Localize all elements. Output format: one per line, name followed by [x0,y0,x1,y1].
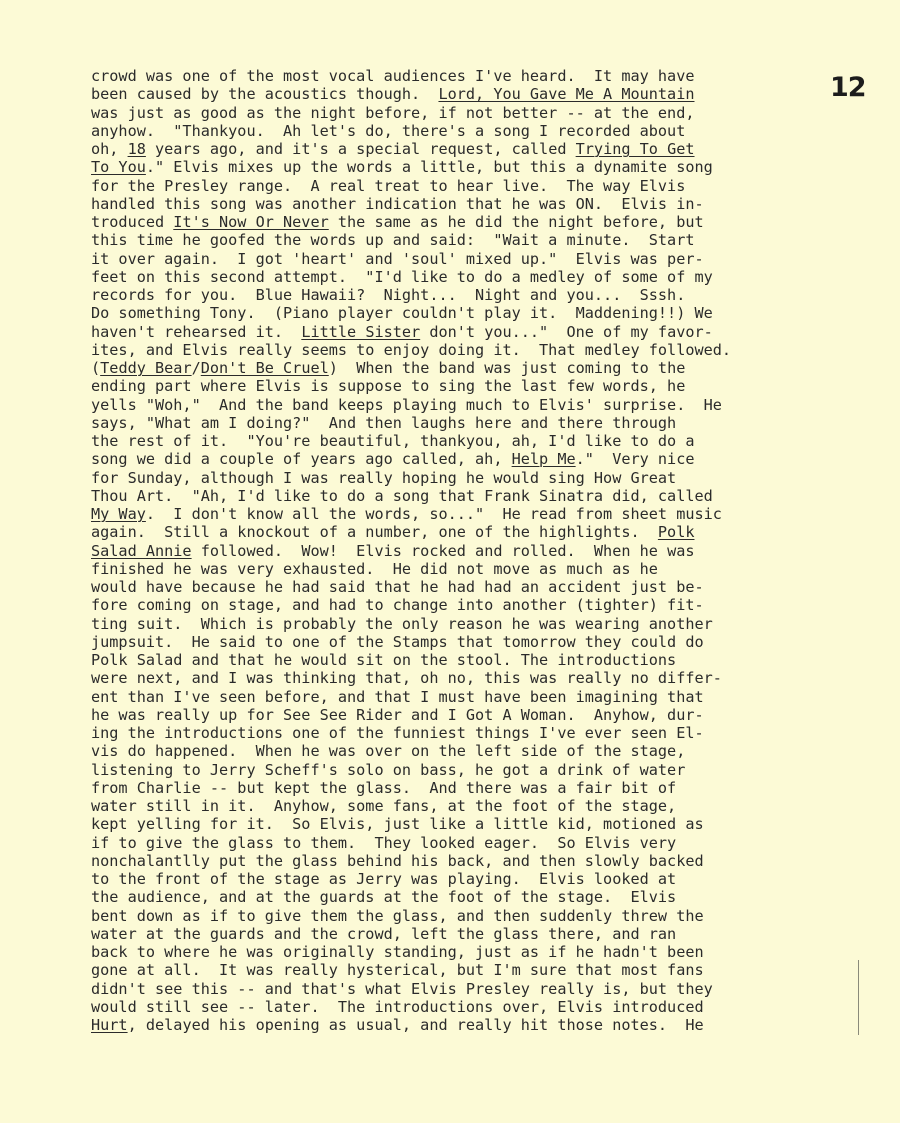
text-line [91,779,851,797]
text-segment: oh, [91,140,128,158]
text-segment: ing the introductions one of the funniest things I've ever seen El- [91,724,704,742]
text-segment: ( [91,359,101,377]
text-segment: was just as good as the night before, if not better -- at the end, [91,103,695,122]
text-line [91,761,851,779]
underlined-song-title: Lord, You Gave Me A Mountain [438,85,695,104]
text-segment: he was really up for See See Rider and I Got A Woman. Anyhow, dur- [91,705,704,724]
text-line [91,651,851,669]
body-text [91,67,851,1034]
underlined-song-title: It's Now Or Never [173,213,329,231]
text-segment: Do something Tony. (Piano player couldn't play it. Maddening!!) We [91,304,713,323]
text-line [91,961,851,979]
text-segment: for Sunday, although I was really hoping he would sing How Great [91,468,677,487]
text-line [91,633,851,651]
text-segment: jumpsuit. He said to one of the Stamps that tomorrow they could do [91,632,704,651]
text-line [91,158,851,176]
text-segment: followed. Wow! Elvis rocked and rolled. When he was [191,541,695,560]
text-segment: says, "What am I doing?" And then laughs here and there through [91,413,677,432]
text-line [91,122,851,140]
text-segment: records for you. Blue Hawaii? Night... Night and you... Sssh. [91,286,686,304]
text-segment: it over again. I got 'heart' and 'soul' mixed up." Elvis was per- [91,249,704,268]
text-segment: ent than I've seen before, and that I must have been imagining that [91,687,704,706]
text-segment: were next, and I was thinking that, oh no, this was really no differ- [91,669,722,688]
text-line [91,907,851,925]
text-line [91,359,851,377]
page-number: 12 [830,72,866,103]
text-line [91,943,851,961]
text-line [91,998,851,1016]
underlined-song-title: To You [91,158,146,177]
text-line [91,706,851,724]
underlined-song-title: Polk [657,523,695,542]
text-line [91,396,851,414]
text-line [91,250,851,268]
underlined-song-title: My Way [91,505,146,523]
text-segment: from Charlie -- but kept the glass. And there was a fair bit of [91,778,677,797]
text-line [91,560,851,578]
text-segment: to the front of the stage as Jerry was playing. Elvis looked at [91,870,677,888]
text-line [91,925,851,943]
text-segment: if to give the glass to them. They looked eager. So Elvis very [91,833,677,852]
text-line [91,742,851,760]
text-segment: crowd was one of the most vocal audiences I've heard. It may have [91,67,695,85]
text-line [91,1016,851,1034]
text-segment: water still in it. Anyhow, some fans, at the foot of the stage, [91,797,677,815]
text-segment: ." Elvis mixes up the words a little, but this a dynamite song [145,158,713,177]
underlined-song-title: Trying To Get [575,140,695,158]
text-line [91,414,851,432]
text-segment: fore coming on stage, and had to change into another (tighter) fit- [91,596,704,615]
margin-mark [858,960,859,1035]
text-segment: for the Presley range. A real treat to hear live. The way Elvis [91,176,686,195]
text-line [91,85,851,103]
text-segment: handled this song was another indication that he was ON. Elvis in- [91,194,704,213]
text-line [91,688,851,706]
text-segment: nonchalantlly put the glass behind his back, and then slowly backed [91,851,704,870]
text-line [91,177,851,195]
text-segment: . I don't know all the words, so..." He read from sheet music [145,505,722,523]
text-line [91,469,851,487]
text-line [91,669,851,687]
text-segment: back to where he was originally standing, just as if he hadn't been [91,943,704,961]
text-segment: water at the guards and the crowd, left the glass there, and ran [91,924,677,943]
underlined-song-title: Teddy Bear [100,359,192,377]
text-line [91,797,851,815]
text-line [91,450,851,468]
text-segment: , delayed his opening as usual, and really hit those notes. He [127,1016,704,1034]
underlined-song-title: Little Sister [301,322,421,341]
text-line [91,578,851,596]
text-segment: would have because he had said that he had had an accident just be- [91,578,704,596]
text-segment: feet on this second attempt. "I'd like to do a medley of some of my [91,267,713,286]
text-line [91,195,851,213]
text-segment: again. Still a knockout of a number, one of the highlights. [91,523,658,542]
text-line [91,140,851,158]
text-line [91,615,851,633]
text-segment: finished he was very exhausted. He did not move as much as he [91,559,658,578]
text-line [91,432,851,450]
text-line [91,523,851,541]
text-segment: Thou Art. "Ah, I'd like to do a song that Frank Sinatra did, called [91,486,713,505]
text-line [91,213,851,231]
text-line [91,323,851,341]
text-segment: kept yelling for it. So Elvis, just like a little kid, motioned as [91,815,704,834]
text-segment: troduced [91,213,174,231]
text-line [91,487,851,505]
text-segment: would still see -- later. The introductions over, Elvis introduced [91,997,704,1016]
text-segment: listening to Jerry Scheff's solo on bass, he got a drink of water [91,760,686,779]
text-segment: ." Very nice [575,450,695,469]
text-segment: haven't rehearsed it. [91,322,302,341]
text-line [91,231,851,249]
text-line [91,341,851,359]
text-segment: years ago, and it's a special request, called [145,140,576,158]
text-segment: the rest of it. "You're beautiful, thankyou, ah, I'd like to do a [91,432,695,450]
text-segment: yells "Woh," And the band keeps playing much to Elvis' surprise. He [91,395,722,414]
text-line [91,724,851,742]
text-line [91,104,851,122]
text-segment: ting suit. Which is probably the only reason he was wearing another [91,614,713,633]
text-segment: song we did a couple of years ago called, ah, [91,450,512,469]
text-line [91,888,851,906]
text-line [91,304,851,322]
underlined-song-title: Salad Annie [91,541,192,560]
text-line [91,67,851,85]
underlined-song-title: Don't Be Cruel [200,359,329,377]
text-line [91,377,851,395]
text-line [91,505,851,523]
text-segment: ) When the band was just coming to the [328,359,686,377]
text-line [91,834,851,852]
underlined-song-title: 18 [127,140,146,158]
text-segment: been caused by the acoustics though. [91,85,439,104]
text-segment: bent down as if to give them the glass, and then suddenly threw the [91,906,704,925]
text-segment: vis do happened. When he was over on the left side of the stage, [91,742,686,761]
text-segment: didn't see this -- and that's what Elvis Presley really is, but they [91,979,713,998]
text-line [91,542,851,560]
text-segment: this time he goofed the words up and said: "Wait a minute. Start [91,231,695,250]
text-segment: ites, and Elvis really seems to enjoy doing it. That medley followed. [91,340,732,359]
text-line [91,980,851,998]
underlined-song-title: Help Me [511,450,576,469]
text-segment: the audience, and at the guards at the foot of the stage. Elvis [91,888,677,907]
text-line [91,852,851,870]
underlined-song-title: Hurt [91,1016,128,1034]
text-segment: gone at all. It was really hysterical, but I'm sure that most fans [91,961,704,980]
text-segment: ending part where Elvis is suppose to sing the last few words, he [91,377,686,396]
text-segment: Polk Salad and that he would sit on the stool. The introductions [91,651,677,669]
text-line [91,815,851,833]
text-segment: / [191,359,201,377]
text-segment: anyhow. "Thankyou. Ah let's do, there's a song I recorded about [91,121,686,140]
text-line [91,286,851,304]
text-line [91,870,851,888]
text-segment: the same as he did the night before, but [328,213,704,231]
text-segment: don't you..." One of my favor- [420,322,713,341]
text-line [91,596,851,614]
text-line [91,268,851,286]
